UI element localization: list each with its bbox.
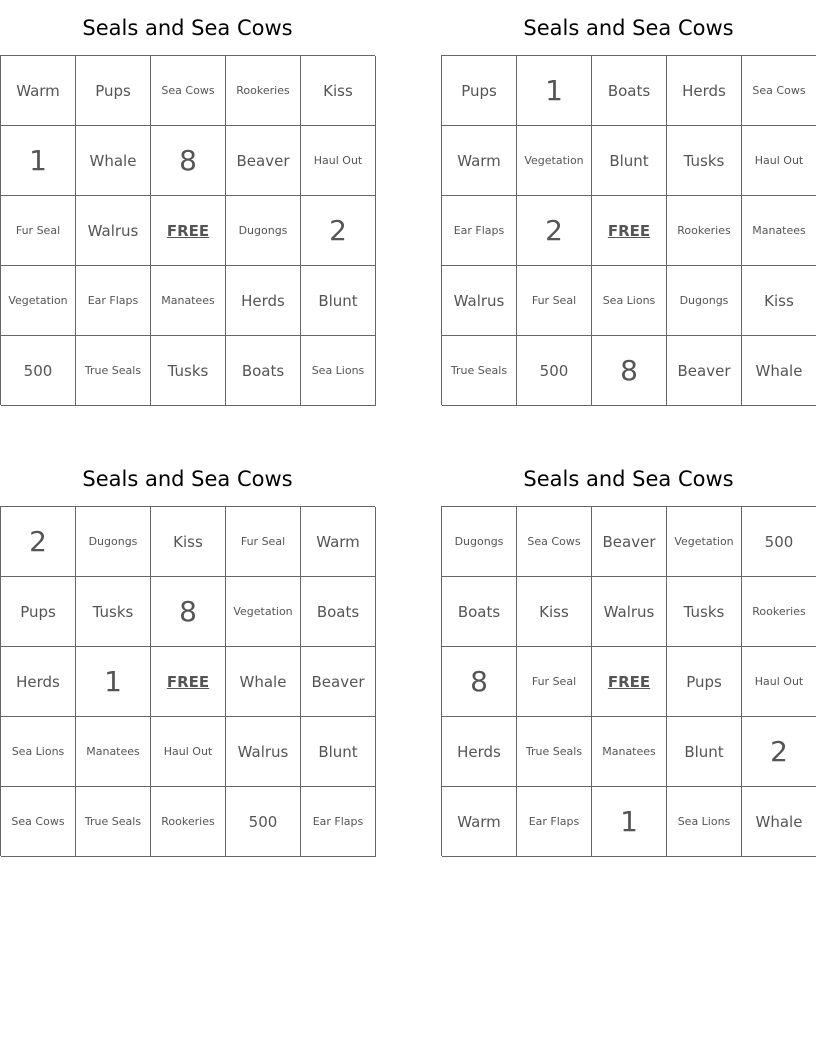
bingo-cell: Walrus xyxy=(226,717,301,787)
bingo-grid xyxy=(441,55,816,405)
bingo-cell: Boats xyxy=(442,577,517,647)
bingo-cell: Kiss xyxy=(301,56,376,126)
bingo-cell: Beaver xyxy=(592,507,667,577)
bingo-cell: Kiss xyxy=(517,577,592,647)
bingo-cell: Ear Flaps xyxy=(301,787,376,857)
bingo-card-4 xyxy=(441,451,816,856)
bingo-cell: Manatees xyxy=(592,717,667,787)
bingo-cell: Whale xyxy=(76,126,151,196)
bingo-cell: Whale xyxy=(226,647,301,717)
bingo-cell: Walrus xyxy=(76,196,151,266)
free-space-cell: FREE xyxy=(151,196,226,266)
bingo-cell: Manatees xyxy=(151,266,226,336)
free-space-cell: FREE xyxy=(592,647,667,717)
bingo-cell: Whale xyxy=(742,336,816,406)
bingo-cell: Walrus xyxy=(592,577,667,647)
bingo-cell: True Seals xyxy=(76,336,151,406)
bingo-cell: 500 xyxy=(1,336,76,406)
bingo-cell: Manatees xyxy=(76,717,151,787)
bingo-cell: Blunt xyxy=(301,717,376,787)
bingo-grid xyxy=(0,55,375,405)
free-space-cell: FREE xyxy=(151,647,226,717)
bingo-cell: Sea Cows xyxy=(517,507,592,577)
card-title: Seals and Sea Cows xyxy=(523,16,734,40)
bingo-cell: 8 xyxy=(151,577,226,647)
bingo-cell: Warm xyxy=(301,507,376,577)
bingo-cell: 8 xyxy=(151,126,226,196)
bingo-cell: Fur Seal xyxy=(517,266,592,336)
bingo-cell: True Seals xyxy=(442,336,517,406)
bingo-cell: Manatees xyxy=(742,196,816,266)
bingo-cell: Pups xyxy=(442,56,517,126)
bingo-cell: Sea Lions xyxy=(1,717,76,787)
bingo-cell: Boats xyxy=(592,56,667,126)
bingo-cell: Ear Flaps xyxy=(76,266,151,336)
bingo-cell: Haul Out xyxy=(742,126,816,196)
bingo-cell: Rookeries xyxy=(151,787,226,857)
bingo-cell: 1 xyxy=(1,126,76,196)
bingo-cell: Herds xyxy=(442,717,517,787)
card-title: Seals and Sea Cows xyxy=(82,467,293,491)
bingo-cell: Fur Seal xyxy=(1,196,76,266)
bingo-cell: 1 xyxy=(517,56,592,126)
bingo-cell: Blunt xyxy=(592,126,667,196)
free-space-cell: FREE xyxy=(592,196,667,266)
bingo-cell: Fur Seal xyxy=(226,507,301,577)
bingo-cell: Herds xyxy=(667,56,742,126)
bingo-cell: 1 xyxy=(76,647,151,717)
bingo-cell: Tusks xyxy=(151,336,226,406)
bingo-cell: Walrus xyxy=(442,266,517,336)
bingo-cell: Boats xyxy=(301,577,376,647)
bingo-cell: Pups xyxy=(667,647,742,717)
card-title: Seals and Sea Cows xyxy=(82,16,293,40)
bingo-cell: Beaver xyxy=(301,647,376,717)
bingo-cell: Pups xyxy=(76,56,151,126)
bingo-cell: Sea Cows xyxy=(742,56,816,126)
bingo-cell: Ear Flaps xyxy=(517,787,592,857)
bingo-cell: Vegetation xyxy=(517,126,592,196)
bingo-cell: Vegetation xyxy=(1,266,76,336)
bingo-cell: Herds xyxy=(1,647,76,717)
bingo-cell: Vegetation xyxy=(667,507,742,577)
bingo-cell: Haul Out xyxy=(301,126,376,196)
bingo-cell: Sea Cows xyxy=(1,787,76,857)
bingo-cell: Warm xyxy=(1,56,76,126)
bingo-cell: 2 xyxy=(742,717,816,787)
bingo-cell: Warm xyxy=(442,126,517,196)
bingo-cell: Tusks xyxy=(76,577,151,647)
bingo-cell: Kiss xyxy=(151,507,226,577)
bingo-cell: 2 xyxy=(301,196,376,266)
bingo-cell: Sea Lions xyxy=(592,266,667,336)
bingo-cell: Sea Lions xyxy=(667,787,742,857)
bingo-cell: Rookeries xyxy=(742,577,816,647)
bingo-cell: Dugongs xyxy=(442,507,517,577)
bingo-cell: Sea Cows xyxy=(151,56,226,126)
bingo-cell: 500 xyxy=(517,336,592,406)
bingo-cell: Pups xyxy=(1,577,76,647)
bingo-cell: Dugongs xyxy=(76,507,151,577)
bingo-cell: Herds xyxy=(226,266,301,336)
bingo-cell: True Seals xyxy=(76,787,151,857)
bingo-cell: Blunt xyxy=(667,717,742,787)
bingo-cell: 1 xyxy=(592,787,667,857)
bingo-cell: Boats xyxy=(226,336,301,406)
bingo-cell: Ear Flaps xyxy=(442,196,517,266)
bingo-cell: Rookeries xyxy=(667,196,742,266)
bingo-cell: 8 xyxy=(442,647,517,717)
bingo-cell: Sea Lions xyxy=(301,336,376,406)
bingo-cell: Kiss xyxy=(742,266,816,336)
bingo-cell: Fur Seal xyxy=(517,647,592,717)
bingo-cell: 500 xyxy=(226,787,301,857)
bingo-cell: Tusks xyxy=(667,126,742,196)
bingo-cell: Haul Out xyxy=(742,647,816,717)
bingo-card-3 xyxy=(0,451,375,856)
bingo-cell: 8 xyxy=(592,336,667,406)
bingo-cell: Tusks xyxy=(667,577,742,647)
bingo-grid xyxy=(441,506,816,856)
bingo-cell: Blunt xyxy=(301,266,376,336)
bingo-cell: Dugongs xyxy=(667,266,742,336)
bingo-cell: Beaver xyxy=(226,126,301,196)
bingo-cell: Dugongs xyxy=(226,196,301,266)
bingo-card-1 xyxy=(0,0,375,405)
bingo-cell: 2 xyxy=(1,507,76,577)
bingo-cell: 500 xyxy=(742,507,816,577)
bingo-cell: True Seals xyxy=(517,717,592,787)
bingo-card-2 xyxy=(441,0,816,405)
bingo-cell: Vegetation xyxy=(226,577,301,647)
card-title: Seals and Sea Cows xyxy=(523,467,734,491)
bingo-cell: Rookeries xyxy=(226,56,301,126)
bingo-cell: Haul Out xyxy=(151,717,226,787)
bingo-cell: Whale xyxy=(742,787,816,857)
bingo-cell: 2 xyxy=(517,196,592,266)
bingo-cell: Warm xyxy=(442,787,517,857)
bingo-cell: Beaver xyxy=(667,336,742,406)
bingo-grid xyxy=(0,506,375,856)
